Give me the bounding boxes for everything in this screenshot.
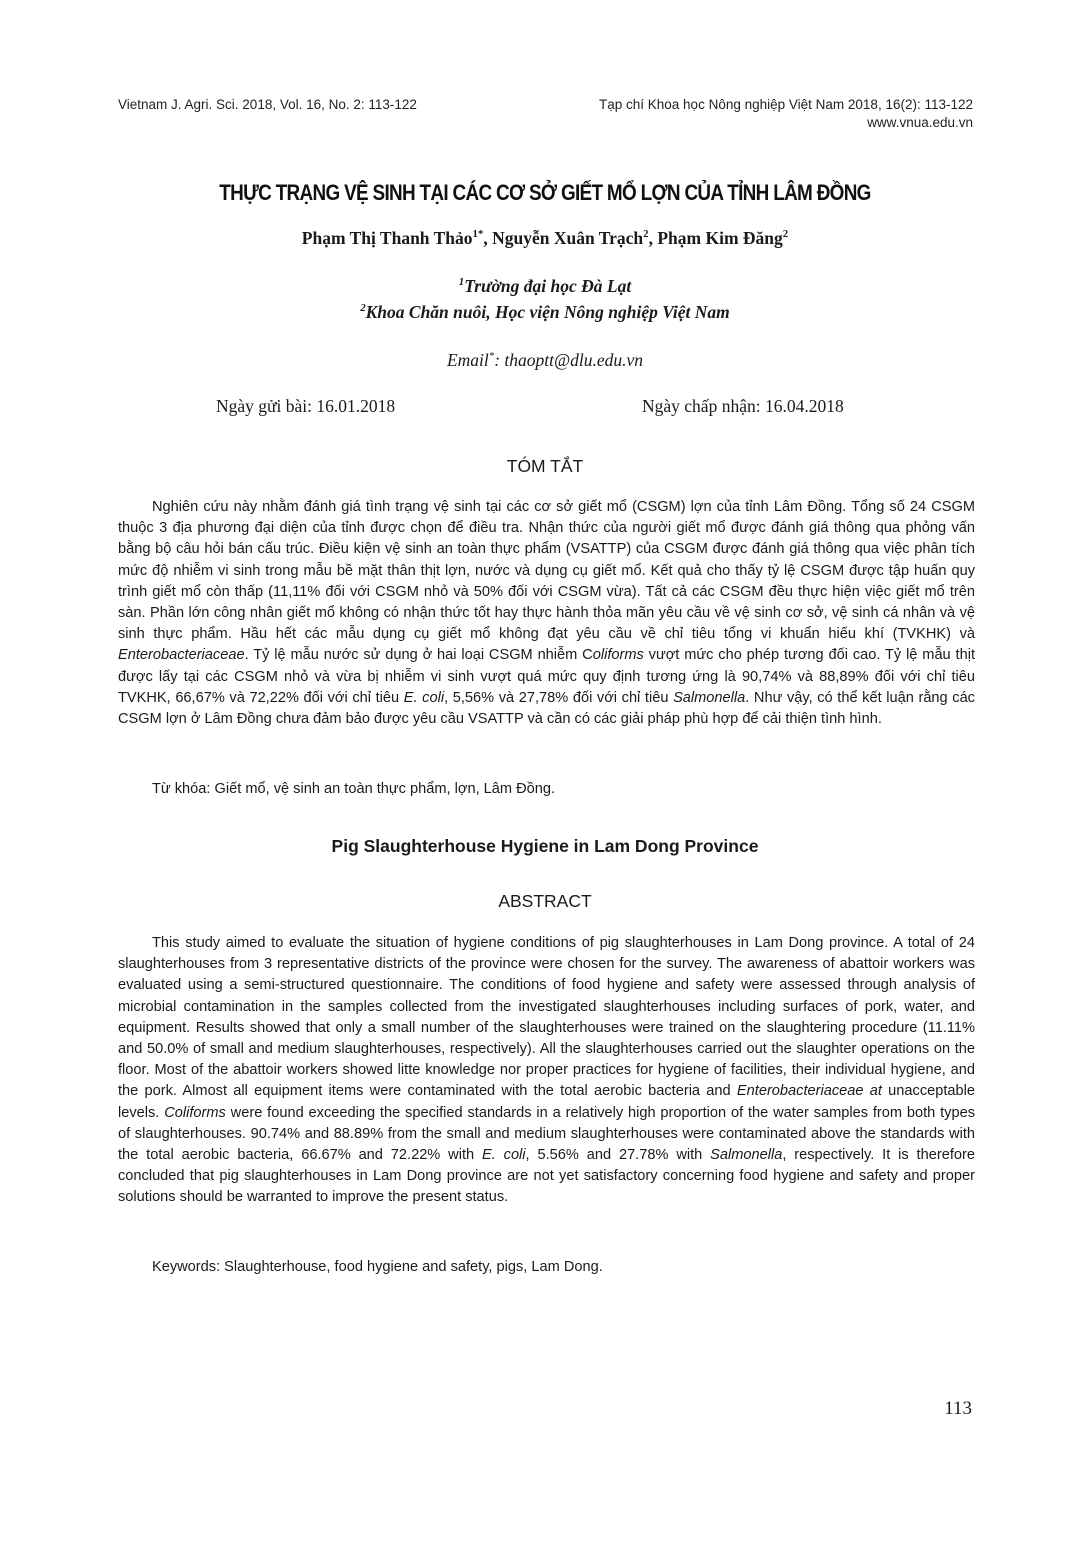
- vn-abstract-italic: Enterobacteriaceae: [118, 647, 245, 664]
- vn-abstract-text: Nghiên cứu này nhằm đánh giá tình trạng vệ sinh tại các cơ sở giết mổ (CSGM) lợn của tỉnh Lâm Đồng. Tổng số 24 CSGM thuộc 3 địa phương đại diện của tỉnh được chọn để điều tra. Nhận thức của người giết mổ được đánh giá thông qua phỏng vấn bằng bộ câu hỏi bán cấu trúc. Điều kiện vệ sinh an toàn thực phẩm (VSATTP) của CSGM được đánh giá thông qua việc phân tích mức độ nhiễm vi sinh trong mẫu bề mặt thân thịt lợn, nước và dụng cụ giết mổ. Kết quả cho thấy tỷ lệ CSGM được tập huấn quy trình giết mổ còn thấp (11,11% đối với CSGM nhỏ và 50% đối với CSGM vừa). Tất cả các CSGM đều thực hiện việc giết mổ trên sàn. Phần lớn công nhân giết mổ không có nhận thức tốt hay thực hành thỏa mãn yêu cầu về vệ sinh cơ sở, vệ sinh cá nhân và vệ sinh thực phẩm. Hầu hết các mẫu dụng cụ giết mổ không đạt yêu cầu về chỉ tiêu tổng vi khuẩn hiếu khí (TVKHK) và: [118, 499, 975, 643]
- author-name: Phạm Thị Thanh Thảo: [301, 228, 473, 248]
- email-address: : thaoptt@dlu.edu.vn: [494, 350, 644, 370]
- vn-abstract-text: . Như vậy, có thể kết luận rằng các CSGM lợn ở Lâm Đồng chưa đảm bảo được yêu cầu VSATTP và cần có các giải pháp phù hợp để cải thiện tình hình.: [118, 689, 975, 728]
- email-mark: *: [488, 350, 495, 363]
- en-keywords: Keywords: Slaughterhouse, food hygiene and safety, pigs, Lam Dong.: [152, 1259, 603, 1275]
- vn-abstract-body: [118, 497, 975, 730]
- en-abstract-text: , respectively. It is therefore concluded that pig slaughterhouses in Lam Dong province are not yet satisfactory concerning food hygiene and safety and proper solutions should be warranted to improve the present status.: [118, 1147, 975, 1206]
- journal-citation-vn-line: Tạp chí Khoa học Nông nghiệp Việt Nam 2018, 16(2): 113-122: [599, 97, 973, 112]
- en-abstract-text: were found exceeding the specified standards in a relatively high proportion of the water samples from both types of slaughterhouses. 90.74% and 88.89% from the small and medium slaughterhouses were contaminated above the standards with the total aerobic bacteria, 66.67% and 72.22% with: [118, 1104, 976, 1164]
- en-abstract-italic: Salmonella: [710, 1147, 783, 1164]
- en-abstract-italic: Coliforms: [164, 1104, 226, 1121]
- vn-abstract-italic: oliforms: [592, 647, 644, 664]
- author-name: Nguyễn Xuân Trạch: [492, 228, 644, 248]
- affiliation-2: [0, 302, 1090, 323]
- vn-abstract-text: . Tỷ lệ mẫu nước sử dụng ở hai loại CSGM nhiễm C: [244, 647, 593, 664]
- en-abstract-body: [118, 933, 975, 1209]
- email-label: Email: [446, 350, 489, 370]
- affiliation-text: Trường đại học Đà Lạt: [464, 276, 632, 296]
- en-abstract-heading: ABSTRACT: [498, 891, 592, 911]
- page-number: 113: [944, 1398, 972, 1419]
- en-abstract-text: unacceptable levels.: [118, 1083, 975, 1121]
- author-list: [0, 228, 1090, 249]
- affiliation-mark: 1: [458, 276, 465, 289]
- journal-citation-vn: [599, 96, 973, 132]
- affiliation-mark: 2: [360, 302, 366, 315]
- vn-abstract-text: vượt mức cho phép tương đối cao. Tỷ lệ mẫu thịt được lấy tại các CSGM nhỏ và vừa bị nhiễm vi sinh vượt quá mức quy định tương ứng là 90,74% và 88,89% đối với chỉ tiêu TVKHK, 66,67% và 72,22% đối với chỉ tiêu: [118, 647, 975, 706]
- author-name: Phạm Kim Đăng: [657, 228, 783, 248]
- date-accepted: Ngày chấp nhận: 16.04.2018: [642, 396, 844, 416]
- vn-abstract-italic: Salmonella: [673, 689, 746, 706]
- vn-keywords: Từ khóa: Giết mổ, vệ sinh an toàn thực phẩm, lợn, Lâm Đồng.: [152, 781, 556, 797]
- vn-abstract-italic: E. coli: [403, 689, 445, 706]
- author-separator: ,: [648, 228, 658, 248]
- author-separator: ,: [483, 228, 493, 248]
- journal-citation-en: Vietnam J. Agri. Sci. 2018, Vol. 16, No. 2: 113-122: [118, 97, 417, 112]
- paper-title: THỰC TRẠNG VỆ SINH TẠI CÁC CƠ SỞ GIẾT MỔ LỢN CỦA TỈNH LÂM ĐỒNG: [219, 180, 871, 205]
- corresponding-email: [0, 350, 1090, 371]
- en-abstract-text: , 5.56% and 27.78% with: [525, 1147, 711, 1164]
- journal-website: www.vnua.edu.vn: [867, 115, 973, 130]
- date-received: Ngày gửi bài: 16.01.2018: [216, 396, 396, 416]
- author-affiliation-mark: 2: [643, 228, 649, 241]
- author-affiliation-mark: 2: [782, 228, 789, 241]
- en-abstract-italic: E. coli: [481, 1147, 526, 1164]
- vn-abstract-text: , 5,56% và 27,78% đối với chỉ tiêu: [444, 689, 674, 706]
- vn-abstract-heading: TÓM TẮT: [506, 456, 584, 476]
- affiliation-text: Khoa Chăn nuôi, Học viện Nông nghiệp Việt Nam: [365, 302, 730, 322]
- en-abstract-italic: Enterobacteriaceae at: [736, 1083, 882, 1100]
- english-title: Pig Slaughterhouse Hygiene in Lam Dong Province: [331, 836, 759, 856]
- author-affiliation-mark: 1*: [472, 228, 484, 241]
- affiliation-1: [0, 276, 1090, 297]
- en-abstract-text: This study aimed to evaluate the situation of hygiene conditions of pig slaughterhouses in Lam Dong province. A total of 24 slaughterhouses from 3 representative districts of the province were chosen for the survey. The awareness of abattoir workers was evaluated using a semi-structured questionnaire. The conditions of food hygiene and safety were assessed through analysis of microbial contamination in the samples collected from the investigated slaughterhouses including surfaces of pork, water, and equipment. Results showed that only a small number of the slaughterhouses were trained on the slaughtering procedure (11.11% and 50.0% of small and medium slaughterhouses, respectively). All the slaughterhouses carried out the slaughter operations on the floor. Most of the abattoir workers showed litte knowledge nor proper practices for hygiene of facilities, their individual hygiene, and the pork. Almost all equipment items were contaminated with the total aerobic bacteria and: [118, 935, 975, 1100]
